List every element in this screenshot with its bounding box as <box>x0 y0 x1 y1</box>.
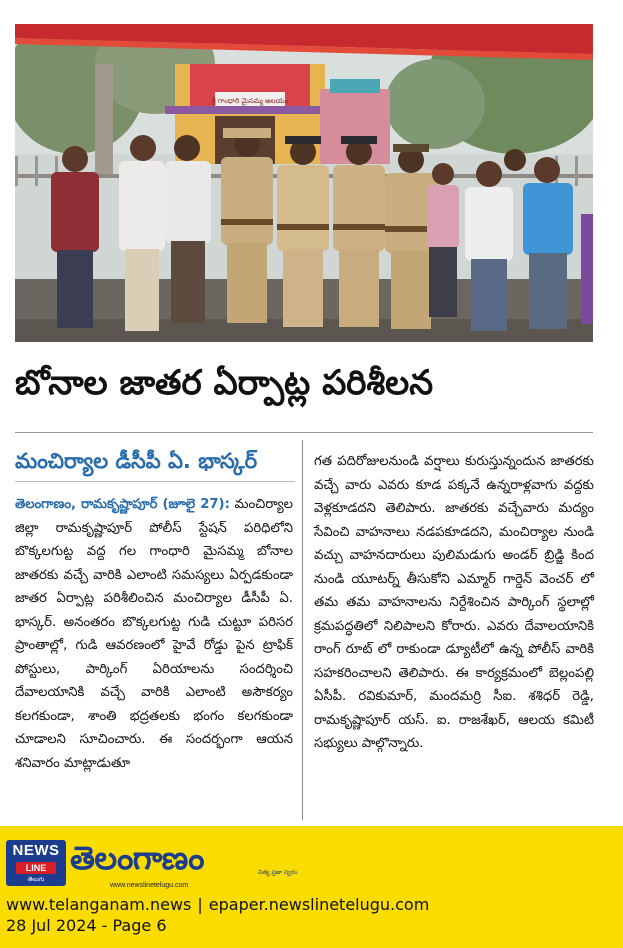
newsline-logo[interactable] <box>6 840 66 886</box>
edition-date-page: 28 Jul 2024 - Page 6 <box>6 916 167 935</box>
article-body-left: మంచిర్యాల జిల్లా రామకృష్ణాపూర్ పోలీస్ స్టేషన్ పరిధిలోని బొక్కలగుట్ట వద్ద గల గాంధారి మైసమ్మ బోనాల జాతరకు వచ్చే వారికి ఎలాంటి సమస్యలు ఏర్పడకుండా జాతర ఏర్పాట్ల పరిశీలించిన మంచిర్యాల డీసీపీ ఏ. భాస్కర్. అనంతరం బొక్కలగుట్ట గుడి చుట్టూ పరిసర ప్రాంతాల్లో, గుడి ఆవరణంలో హైవే రోడ్డు పైన ట్రాఫిక్ పోస్టులు, పార్కింగ్ ఏరియాలను సందర్శించి దేవాలయానికి వచ్చే వారికి ఎలాంటి అసౌకర్యం కలగకుండా, శాంతి భద్రతలకు భంగం కలగకుండా చూడాలని సూచించారు. ఈ సందర్భంగా ఆయన శనివారం మాట్లాడుతూ <box>15 497 293 771</box>
site-link-epaper[interactable]: epaper.newslinetelugu.com <box>208 895 430 914</box>
site-link-telanganam[interactable]: www.telanganam.news <box>6 895 192 914</box>
headline-divider <box>15 432 593 433</box>
news-photo <box>15 24 593 342</box>
article-dateline: తెలంగాణం, రామకృష్ణాపూర్ (జూలై 27): <box>15 497 230 512</box>
temple-sign: శ్రీ గాంధారి మైసమ్మ ఆలయం <box>211 97 289 105</box>
logo-sub-text: తెలుగు <box>27 876 45 883</box>
article-paragraph-1 <box>15 493 293 775</box>
byline-divider <box>15 481 295 482</box>
logo-news-text: NEWS <box>12 842 60 859</box>
brand-url[interactable]: www.newslinetelugu.com <box>110 882 189 889</box>
telanganam-brand-logo[interactable]: తెలంగాణం <box>70 839 204 877</box>
article-body-right: గత పదిరోజులనుండి వర్షాలు కురుస్తున్నందున జాతరకు వచ్చే వారు ఎవరు కూడ పక్కనే ఉన్నరాళ్లవాగు వద్దకు వెళ్లకూడదని తెలిపారు. జాతరకు వచ్చేవారు మద్యం సేవించి వాహనాలు నడపకూడదని, మంచిర్యాల నుండి వచ్చు వాహనదారులు పులిమడుగు అండర్ బ్రిడ్జి కింద నుండి యూటర్న్ తీసుకోని ఎమ్మార్ గార్డెన్ వెంచర్ లో తమ తమ వాహనాలను నిర్దేశించిన పార్కింగ్ స్థలాల్లో క్రమపద్ధతిలో నిలిపాలని కోరారు. ఎవరు దేవాలయానికి రాంగ్ రూట్ లో రాకుండా డ్యూటీలో ఉన్న పోలీస్ వారికి సహకరించాలని తెలిపారు. ఈ కార్యక్రమంలో బెల్లంపల్లి ఏసీపీ. రవికుమార్, మందమర్రి సీఐ. శశిధర్ రెడ్డి, రామకృష్ణాపూర్ యస్. ఐ. రాజశేఖర్, ఆలయ కమిటీ సభ్యులు పాల్గొన్నారు. <box>314 454 594 751</box>
article-column-right <box>314 450 594 756</box>
column-divider <box>302 440 303 820</box>
brand-tagline: నిత్య ప్రజా స్వరం <box>258 869 298 876</box>
group-photo-illustration <box>15 24 593 342</box>
footer-links <box>6 895 429 914</box>
footer-bar <box>0 826 623 948</box>
article-column-left <box>15 493 293 775</box>
article-byline: మంచిర్యాల డీసీపీ ఏ. భాస్కర్ <box>15 449 258 473</box>
footer-separator: | <box>197 895 203 914</box>
logo-line-text: LINE <box>16 862 56 874</box>
article-headline: బోనాల జాతర ఏర్పాట్ల పరిశీలన <box>15 363 434 403</box>
